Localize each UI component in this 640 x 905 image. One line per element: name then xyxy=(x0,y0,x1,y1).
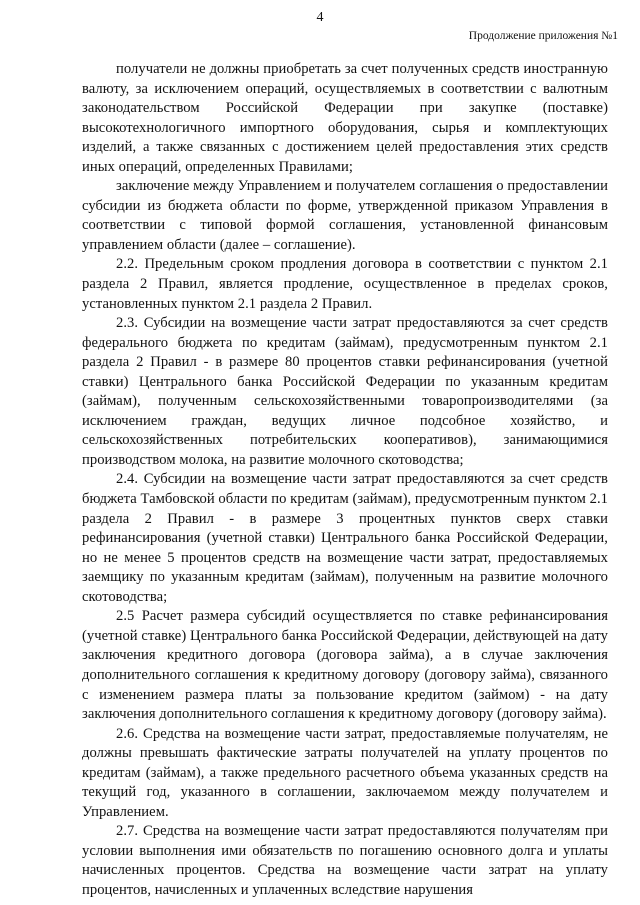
paragraph-2-6: 2.6. Средства на возмещение части затрат, предоставляемые получателям, не должны превышать фактические затраты получателей на уплату процентов по кредитам (займам), а также предельного расчетного объема указанных средств на текущий год, указанного в соглашении, заключаемом между получателем и Управлением. xyxy=(82,725,608,820)
paragraph-2-3: 2.3. Субсидии на возмещение части затрат предоставляются за счет средств федерального бюджета по кредитам (займам), предусмотренным пунктом 2.1 раздела 2 Правил - в размере 80 процентов ставки рефинансирования (учетной ставки) Центрального банка Российской Федерации по указанным кредитам (займам), полученным сельскохозяйственными товаропроизводителями (за исключением граждан, ведущих личное подсобное хозяйство, и сельскохозяйственных потребительских кооперативов), занимающимися производством молока, на развитие молочного скотоводства; xyxy=(82,315,608,468)
document-body xyxy=(82,60,608,901)
paragraph-2-7: 2.7. Средства на возмещение части затрат предоставляются получателям при условии выполнения ими обязательств по погашению основного долга и уплаты начисленных процентов. Средства на возмещение части затрат на уплату процентов, начисленных и уплаченных вследствие нарушения xyxy=(82,823,608,898)
paragraph-2-4: 2.4. Субсидии на возмещение части затрат предоставляются за счет средств бюджета Тамбовской области по кредитам (займам), предусмотренным пунктом 2.1 раздела 2 Правил - в размере 3 процентных пунктов сверх ставки рефинансирования (учетной ставки) Центрального банка Российской Федерации, но не менее 5 процентов средств на возмещение части затрат, предоставляемых заемщику по указанным кредитам (займам), полученным на развитие молочного скотоводства; xyxy=(82,471,608,605)
continuation-note: Продолжение приложения №1 xyxy=(468,30,618,42)
paragraph-2-5: 2.5 Расчет размера субсидий осуществляется по ставке рефинансирования (учетной ставке) Центрального банка Российской Федерации, действующей на дату заключения кредитного договора (договора займа), а в случае заключения дополнительного соглашения к кредитному договору (договору займа), связанного с изменением размера платы за пользование кредитом (займом) - на дату заключения дополнительного соглашения к кредитному договору (договору займа). xyxy=(82,608,608,723)
page-number: 4 xyxy=(316,10,324,25)
paragraph-2-2: 2.2. Предельным сроком продления договора в соответствии с пунктом 2.1 раздела 2 Правил, является продление, осуществленное в пределах сроков, установленных пунктом 2.1 раздела 2 Правил. xyxy=(82,256,608,312)
paragraph-restrictions: получатели не должны приобретать за счет полученных средств иностранную валюту, за исключением операций, осуществляемых в соответствии с валютным законодательством Российской Федерации при закупке (поставке) высокотехнологичного импортного оборудования, сырья и комплектующих изделий, а также связанных с достижением целей предоставления этих средств иных операций, определенных Правилами; xyxy=(82,61,608,175)
paragraph-agreement: заключение между Управлением и получателем соглашения о предоставлении субсидии из бюджета области по форме, утвержденной приказом Управления в соответствии с типовой формой соглашения, установленной финансовым управлением области (далее – соглашение). xyxy=(82,178,608,253)
